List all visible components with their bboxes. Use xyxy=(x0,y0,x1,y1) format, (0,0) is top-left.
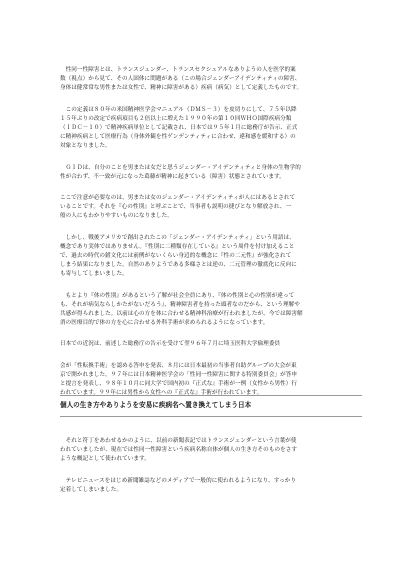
paragraph-media-2 xyxy=(60,477,362,495)
text-line: 会が「性転換手術」を認める答申を発表、８月には日本最初の当事者自助グループの大会が東 xyxy=(60,362,297,369)
paragraph-media-1 xyxy=(60,437,362,465)
text-line: ここで注意が必要なのは、男または女のジェンダー・アイデンティティが人にはあるとされて xyxy=(60,195,296,202)
text-line: に精神疾病として医療行為（身体外観を性ゲンデンティティに合わせ、違和感を緩和する）の xyxy=(60,134,296,141)
text-line: 日本での近況は、前述した総務庁の告示を受けて翌９６年７月に埼玉医科大学倫理委員 xyxy=(60,341,281,348)
text-line: しかし、戦後アメリカで創出されたこの「ジェンダー・アイデンティティ」という用語は、 xyxy=(60,234,295,241)
text-line: 身体は健常常な男性または女性で、精神に障害がある）疾病（病気）として定義したものです。 xyxy=(60,85,303,92)
text-line: テレビニュースをはじめ新聞雑誌などのメディアで一般的に使われるようになり、すっかり xyxy=(60,477,297,484)
text-line: もとより『体の性別』があるという了解が社会全員にあり、『体の性別と心の性別が違って xyxy=(60,292,295,299)
paragraph-however xyxy=(60,234,362,280)
text-line: 京で開かれました。９７年には日本精神医学会の「性同一性障害に関する特別委員会」が答申 xyxy=(60,371,298,378)
paragraph-history xyxy=(60,106,362,152)
text-line: 性同一性障害とは、トランスジェンダー、トランスセクシュアルなありようの人を医学的案 xyxy=(60,67,296,73)
text-line: われています。９９年には男性から女性への『正式な』手術が行われています。 xyxy=(60,390,263,397)
paragraph-note xyxy=(60,194,362,222)
text-line: いることです。それを『心の性別』と呼ぶことで、当事者も説明の捷びとなり解放され、一 xyxy=(60,204,292,211)
text-line: ＧＩＤは、自分のことを男または女だと思うジェンダー・アイデンティティと身体の生物学的 xyxy=(60,164,301,171)
text-line: しまう結果になりました。自然のありようである多様さとは逆の、二元管理の徹底化に反向に xyxy=(60,262,297,269)
text-line: 共感が得られました。以前は心の方を体に合わせる精神科治療が行われましたが、今では障害解 xyxy=(60,311,303,318)
text-line: １５年ぶりの改定で疾病項目も２倍以上に増えた１９９０年の第１０回ＷＨＯ国際疾病分類 xyxy=(60,115,292,122)
text-line: われていましたが、現在では性同一性障害という疾病名称自体が個人の生き方そのものをさす xyxy=(60,447,298,454)
text-line: で、過去の時代の錯文化には前例がないくらい身辺的な概念に『性の二元性』が強化されて xyxy=(60,253,292,260)
text-line: この定義は８０年の米国精神医学会マニュアル（ＤＭＳ－３）を皮切りにして、７５年以降 xyxy=(60,106,297,113)
text-line: （ＩＤＣ－１０）で精神疾病単位として記載され、日本では９５年１月に総務庁が告示、正式 xyxy=(60,125,298,132)
paragraph-gid xyxy=(60,164,362,182)
divider-bottom xyxy=(60,416,362,417)
text-line: 般の人にもわかりやすいものになりました。 xyxy=(60,213,173,220)
text-line: 性が合わず、不一致が元になった葛藤が精神に起きている（障害）状態とされています。 xyxy=(60,173,285,180)
paragraph-definition xyxy=(60,66,362,94)
paragraph-japan xyxy=(60,340,362,349)
paragraph-committee xyxy=(60,362,362,399)
main-text-block xyxy=(60,66,362,398)
divider-top xyxy=(60,395,362,396)
text-line: も寄与してしまいました。 xyxy=(60,271,128,278)
text-line: と提言を発表し、９８年１０月に同大学で国内初の『正式な』手術が一例（女性から男性）行 xyxy=(60,381,298,388)
section2-text-block xyxy=(60,437,362,495)
paragraph-originally xyxy=(60,292,362,329)
section-heading: 個人の生き方やありようを安易に疾病名へ置き換えてしまう日本 xyxy=(60,401,252,409)
text-line: も、それが病気ならしかたがないだろう』、精神障害者を持った頭者なのだから、という理解や xyxy=(60,301,300,308)
text-line: 数（視点）から見て、その人固体に問題がある（この場合ジェンダーアイデンティティの障害、 xyxy=(60,76,301,83)
text-line: 概念であり実体ではありません。『性別に二種類存在している』という周件を付け加えること xyxy=(60,243,295,250)
text-line: 消の医療目的で体の方を心に合わせる外科手術が求められるようになっています。 xyxy=(60,320,269,327)
text-line: ような概記として使われています。 xyxy=(60,456,150,463)
text-line: 対象となりました。 xyxy=(60,143,111,150)
text-line: それと符丁をあわせるかのように、以前の新聞表記ではトランスジェンダーという言葉が使 xyxy=(60,438,297,444)
text-line: 定着してしまいました。 xyxy=(60,486,123,493)
